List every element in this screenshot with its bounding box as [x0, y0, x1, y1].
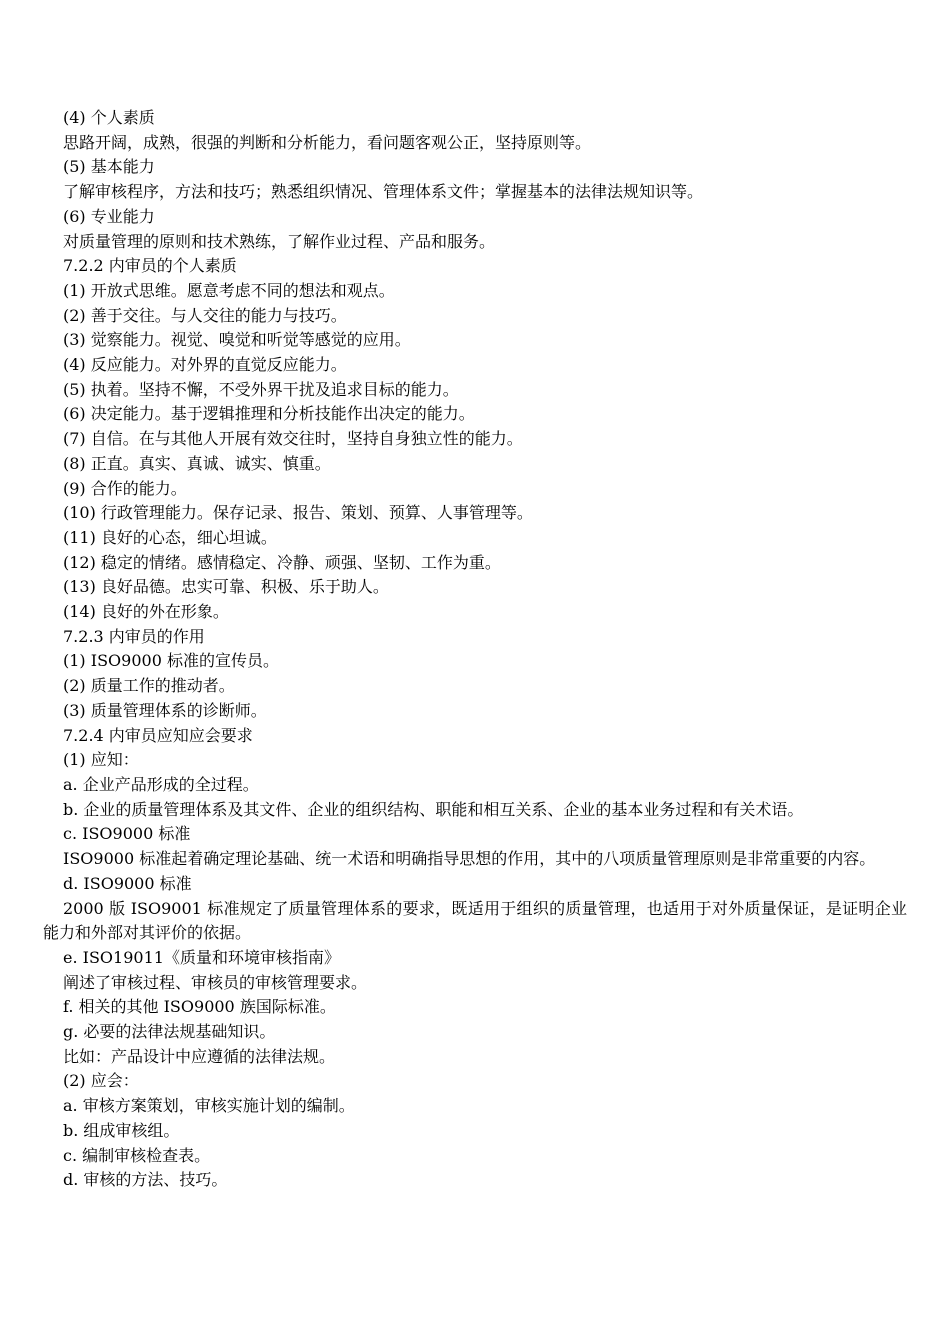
list-item: d. 审核的方法、技巧。 [63, 1170, 228, 1190]
paragraph-line: 思路开阔，成熟，很强的判断和分析能力，看问题客观公正，坚持原则等。 [63, 132, 592, 152]
paragraph-line: 阐述了审核过程、审核员的审核管理要求。 [63, 972, 368, 992]
section-heading-7-2-4: 7.2.4 内审员应知应会要求 [63, 725, 253, 745]
list-item: (2) 质量工作的推动者。 [63, 676, 235, 696]
list-item: (3) 质量管理体系的诊断师。 [63, 700, 267, 720]
paragraph-line: ISO9000 标准起着确定理论基础、统一术语和明确指导思想的作用，其中的八项质量管理原则是非常重要的内容。 [63, 849, 876, 869]
list-item: (7) 自信。在与其他人开展有效交往时，坚持自身独立性的能力。 [63, 429, 523, 449]
heading-personal-quality: (4) 个人素质 [63, 108, 155, 127]
list-item: (2) 善于交往。与人交往的能力与技巧。 [63, 305, 347, 325]
paragraph-line: 对质量管理的原则和技术熟练，了解作业过程、产品和服务。 [63, 231, 496, 251]
list-item: (8) 正直。真实、真诚、诚实、慎重。 [63, 453, 331, 473]
list-item: f. 相关的其他 ISO9000 族国际标准。 [63, 997, 336, 1017]
list-item: c. ISO9000 标准 [63, 824, 191, 844]
list-item: (13) 良好品德。忠实可靠、积极、乐于助人。 [63, 577, 389, 597]
list-item: (14) 良好的外在形象。 [63, 602, 229, 622]
list-item: (1) 开放式思维。愿意考虑不同的想法和观点。 [63, 280, 395, 300]
list-item: b. 组成审核组。 [63, 1120, 180, 1140]
paragraph-line: 了解审核程序，方法和技巧；熟悉组织情况、管理体系文件；掌握基本的法律法规知识等。 [63, 182, 704, 202]
list-item: (1) ISO9000 标准的宣传员。 [63, 651, 279, 671]
paragraph-line: 比如：产品设计中应遵循的法律法规。 [63, 1046, 336, 1066]
list-item: a. 企业产品形成的全过程。 [63, 774, 259, 794]
list-item: (12) 稳定的情绪。感情稳定、冷静、顽强、坚韧、工作为重。 [63, 552, 501, 572]
list-item: (6) 决定能力。基于逻辑推理和分析技能作出决定的能力。 [63, 404, 475, 424]
list-item: g. 必要的法律法规基础知识。 [63, 1022, 276, 1042]
list-item: d. ISO9000 标准 [63, 873, 192, 893]
list-item: (9) 合作的能力。 [63, 478, 187, 498]
list-item: a. 审核方案策划，审核实施计划的编制。 [63, 1096, 355, 1116]
list-item: b. 企业的质量管理体系及其文件、企业的组织结构、职能和相互关系、企业的基本业务过程和有关术语。 [63, 799, 804, 819]
list-item: (5) 执着。坚持不懈，不受外界干扰及追求目标的能力。 [63, 379, 459, 399]
section-heading-7-2-3: 7.2.3 内审员的作用 [63, 626, 205, 646]
subheading-should-be-able: (2) 应会： [63, 1071, 139, 1091]
document-body [43, 106, 907, 1193]
list-item: (4) 反应能力。对外界的直觉反应能力。 [63, 355, 347, 375]
heading-basic-ability: (5) 基本能力 [63, 157, 155, 177]
list-item: (11) 良好的心态，细心坦诚。 [63, 527, 277, 547]
subheading-should-know: (1) 应知： [63, 750, 139, 770]
section-heading-7-2-2: 7.2.2 内审员的个人素质 [63, 256, 237, 276]
paragraph-line: 2000 版 ISO9001 标准规定了质量管理体系的要求，既适用于组织的质量管理，也适用于对外质量保证，是证明企业能力和外部对其评价的依据。 [43, 898, 907, 943]
list-item: c. 编制审核检查表。 [63, 1145, 211, 1165]
heading-professional-ability: (6) 专业能力 [63, 206, 155, 226]
list-item: (3) 觉察能力。视觉、嗅觉和听觉等感觉的应用。 [63, 330, 411, 350]
list-item: (10) 行政管理能力。保存记录、报告、策划、预算、人事管理等。 [63, 503, 533, 523]
list-item: e. ISO19011《质量和环境审核指南》 [63, 947, 340, 967]
